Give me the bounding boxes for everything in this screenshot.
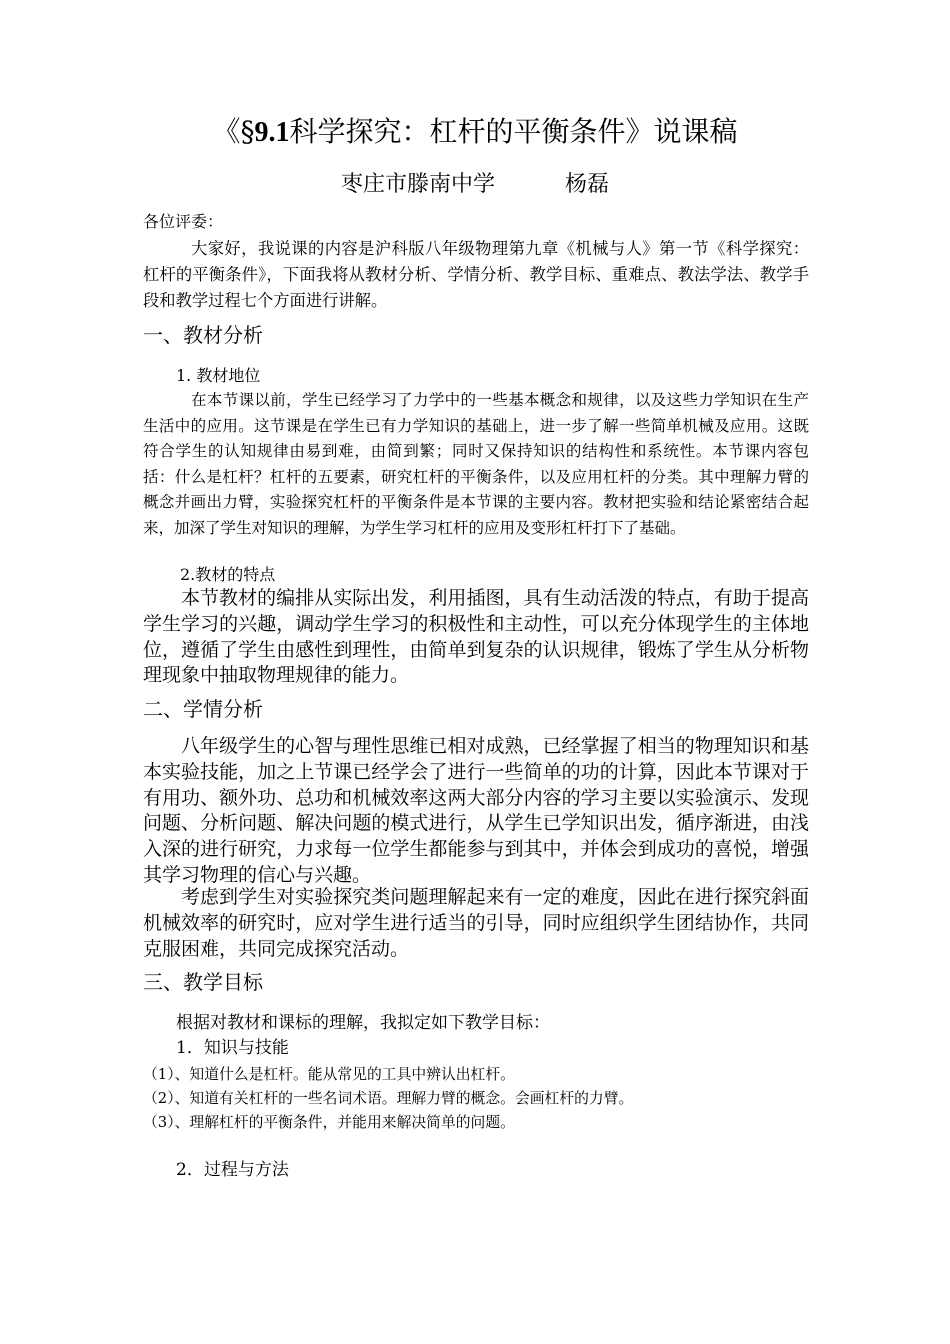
section3-intro: 根据对教材和课标的理解，我拟定如下教学目标：	[176, 1013, 550, 1033]
section1-heading: 一、教材分析	[143, 323, 263, 347]
section1-sub1-text: 在本节课以前，学生已经学习了力学中的一些基本概念和规律，以及这些力学知识在生产生活中的应用。这节课是在学生已有力学知识的基础上，进一步了解一些简单机械及应用。这既符合学生的认知规律由易到难，由简到繁；同时又保持知识的结构性和系统性。本节课内容包括：什么是杠杆？杠杆的五要素，研究杠杆的平衡条件，以及应用杠杆的分类。其中理解力臂的概念并画出力臂，实验探究杠杆的平衡条件是本节课的主要内容。教材把实验和结论紧密结合起来，加深了学生对知识的理解，为学生学习杠杆的应用及变形杠杆打下了基础。	[143, 391, 809, 537]
section1-sub1-title: 1. 教材地位	[176, 366, 261, 385]
page-subtitle	[0, 168, 950, 202]
section1-sub2-title: 2.教材的特点	[180, 565, 276, 584]
title-number: 9.1	[254, 117, 290, 148]
page-title	[0, 112, 950, 153]
section3-sub2-title: 2．过程与方法	[176, 1160, 289, 1180]
title-prefix: 《§	[212, 115, 255, 148]
section3-sub1-title: 1．知识与技能	[176, 1038, 289, 1058]
title-rest: 科学探究：杠杆的平衡条件》说课稿	[289, 115, 738, 148]
objective-item: （3）、理解杠杆的平衡条件，并能用来解决简单的问题。	[143, 1114, 515, 1131]
intro-paragraph: 大家好，我说课的内容是沪科版八年级物理第九章《机械与人》第一节《科学探究：杠杆的平衡条件》，下面我将从教材分析、学情分析、教学目标、重难点、教法学法、教学手段和教学过程七个方面进行讲解。	[143, 239, 809, 310]
school-name: 枣庄市滕南中学	[340, 172, 495, 197]
section1-sub2-text: 本节教材的编排从实际出发，利用插图，具有生动活泼的特点，有助于提高学生学习的兴趣，调动学生学习的积极性和主动性，可以充分体现学生的主体地位，遵循了学生由感性到理性，由简单到复杂的认识规律，锻炼了学生从分析物理现象中抽取物理规律的能力。	[143, 587, 809, 687]
author-name: 杨磊	[565, 172, 610, 197]
greeting: 各位评委：	[143, 212, 224, 231]
objective-item: （2）、知道有关杠杆的一些名词术语。理解力臂的概念。会画杠杆的力臂。	[143, 1090, 634, 1107]
objective-item: （1）、知道什么是杠杆。能从常见的工具中辨认出杠杆。	[143, 1066, 515, 1083]
section2-para1: 八年级学生的心智与理性思维已相对成熟，已经掌握了相当的物理知识和基本实验技能，加之上节课已经学会了进行一些简单的功的计算，因此本节课对于有用功、额外功、总功和机械效率这两大部分内容的学习主要以实验演示、发现问题、分析问题、解决问题的模式进行，从学生已学知识出发，循序渐进，由浅入深的进行研究，力求每一位学生都能参与到其中，并体会到成功的喜悦，增强其学习物理的信心与兴趣。	[143, 735, 809, 886]
section2-heading: 二、学情分析	[143, 697, 263, 721]
section3-heading: 三、教学目标	[143, 970, 263, 994]
section2-para2: 考虑到学生对实验探究类问题理解起来有一定的难度，因此在进行探究斜面机械效率的研究时，应对学生进行适当的引导，同时应组织学生团结协作，共同克服困难，共同完成探究活动。	[143, 886, 809, 960]
